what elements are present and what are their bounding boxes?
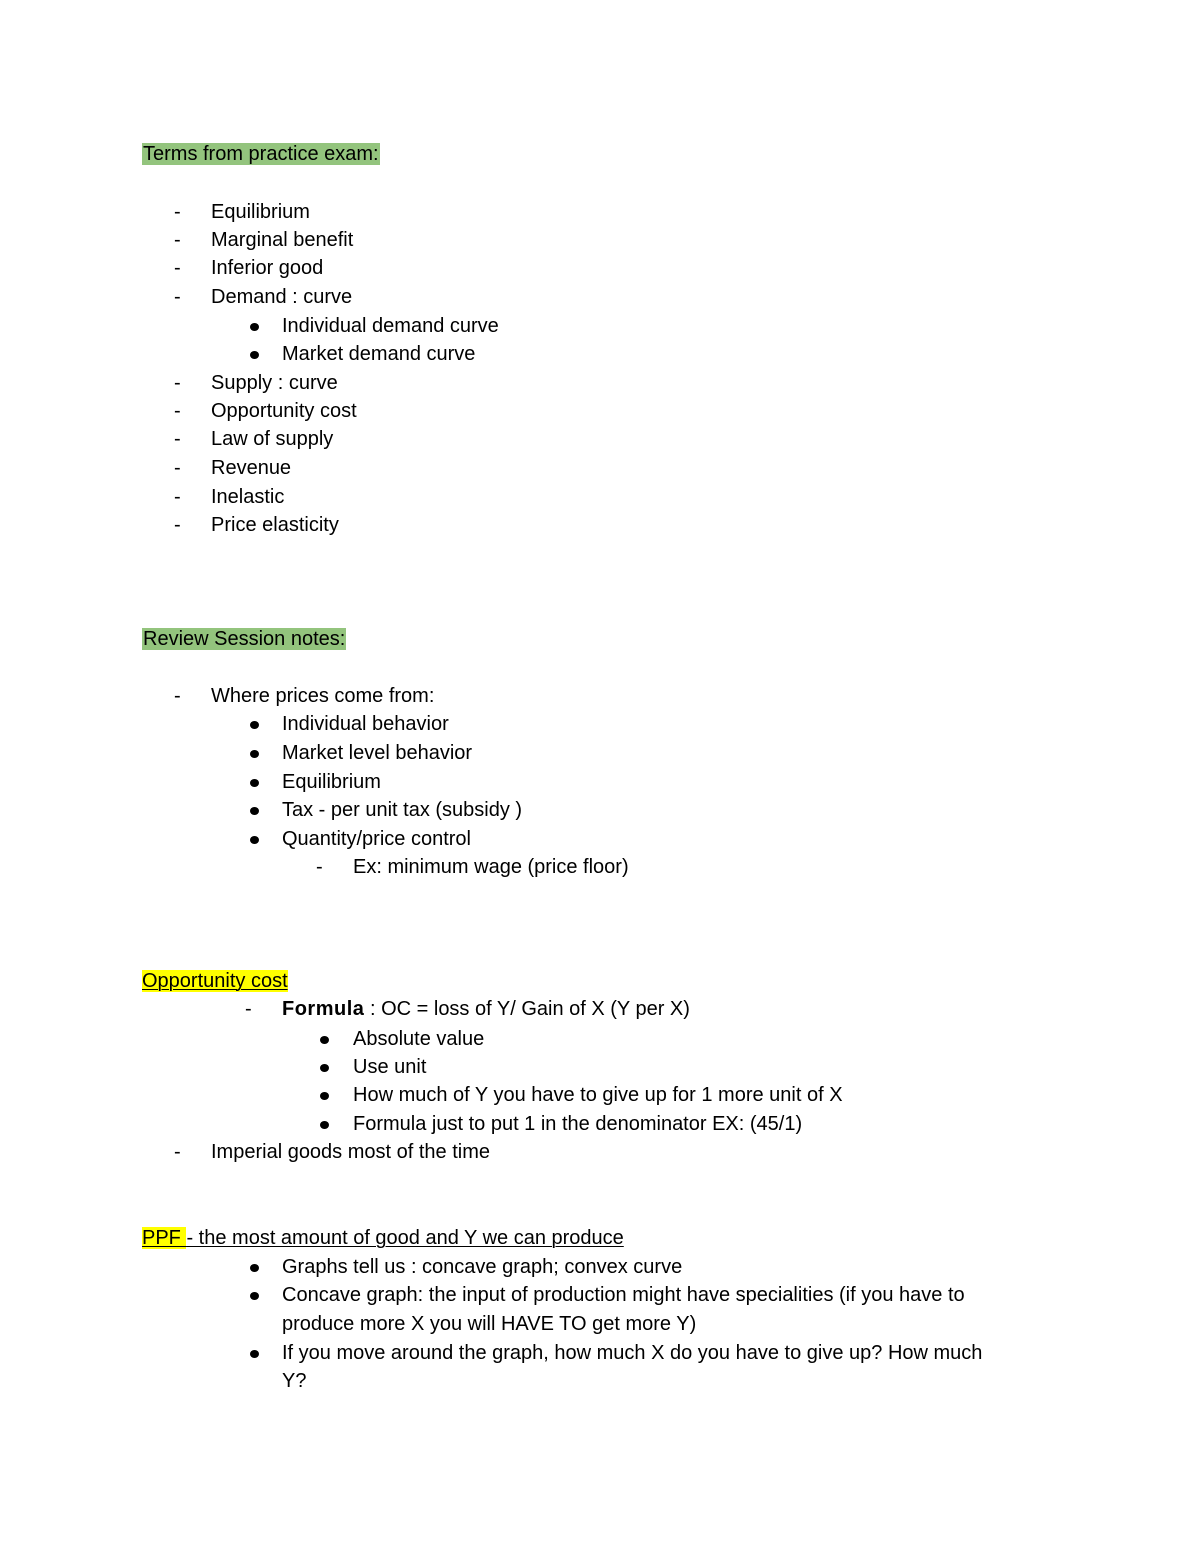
formula-text: : OC = loss of Y/ Gain of X (Y per X) xyxy=(364,998,690,1020)
bullet-icon xyxy=(250,323,259,331)
bullet-icon xyxy=(250,1264,259,1272)
bullet-icon xyxy=(250,807,259,815)
opportunity-heading-text: Opportunity cost xyxy=(142,970,288,992)
bullet-icon xyxy=(250,1350,259,1358)
bullet-icon xyxy=(250,836,259,844)
terms-heading xyxy=(142,142,380,168)
bullet-icon xyxy=(320,1036,329,1044)
bullet-icon xyxy=(250,351,259,359)
ppf-heading xyxy=(142,1226,624,1252)
bullet-icon xyxy=(250,779,259,787)
review-heading-text: Review Session notes: xyxy=(143,628,346,650)
review-heading xyxy=(142,627,346,653)
ppf-heading-highlight: PPF xyxy=(142,1227,187,1249)
ppf-heading-rest: - the most amount of good and Y we can produce xyxy=(186,1227,624,1249)
terms-heading-text: Terms from practice exam: xyxy=(143,143,379,165)
bullet-icon xyxy=(320,1121,329,1129)
bullet-icon xyxy=(320,1064,329,1072)
formula-label: Formula xyxy=(282,998,365,1020)
bullet-icon xyxy=(250,721,259,729)
opportunity-heading xyxy=(142,969,288,995)
bullet-icon xyxy=(250,750,259,758)
bullet-icon xyxy=(250,1292,259,1300)
bullet-icon xyxy=(320,1092,329,1100)
